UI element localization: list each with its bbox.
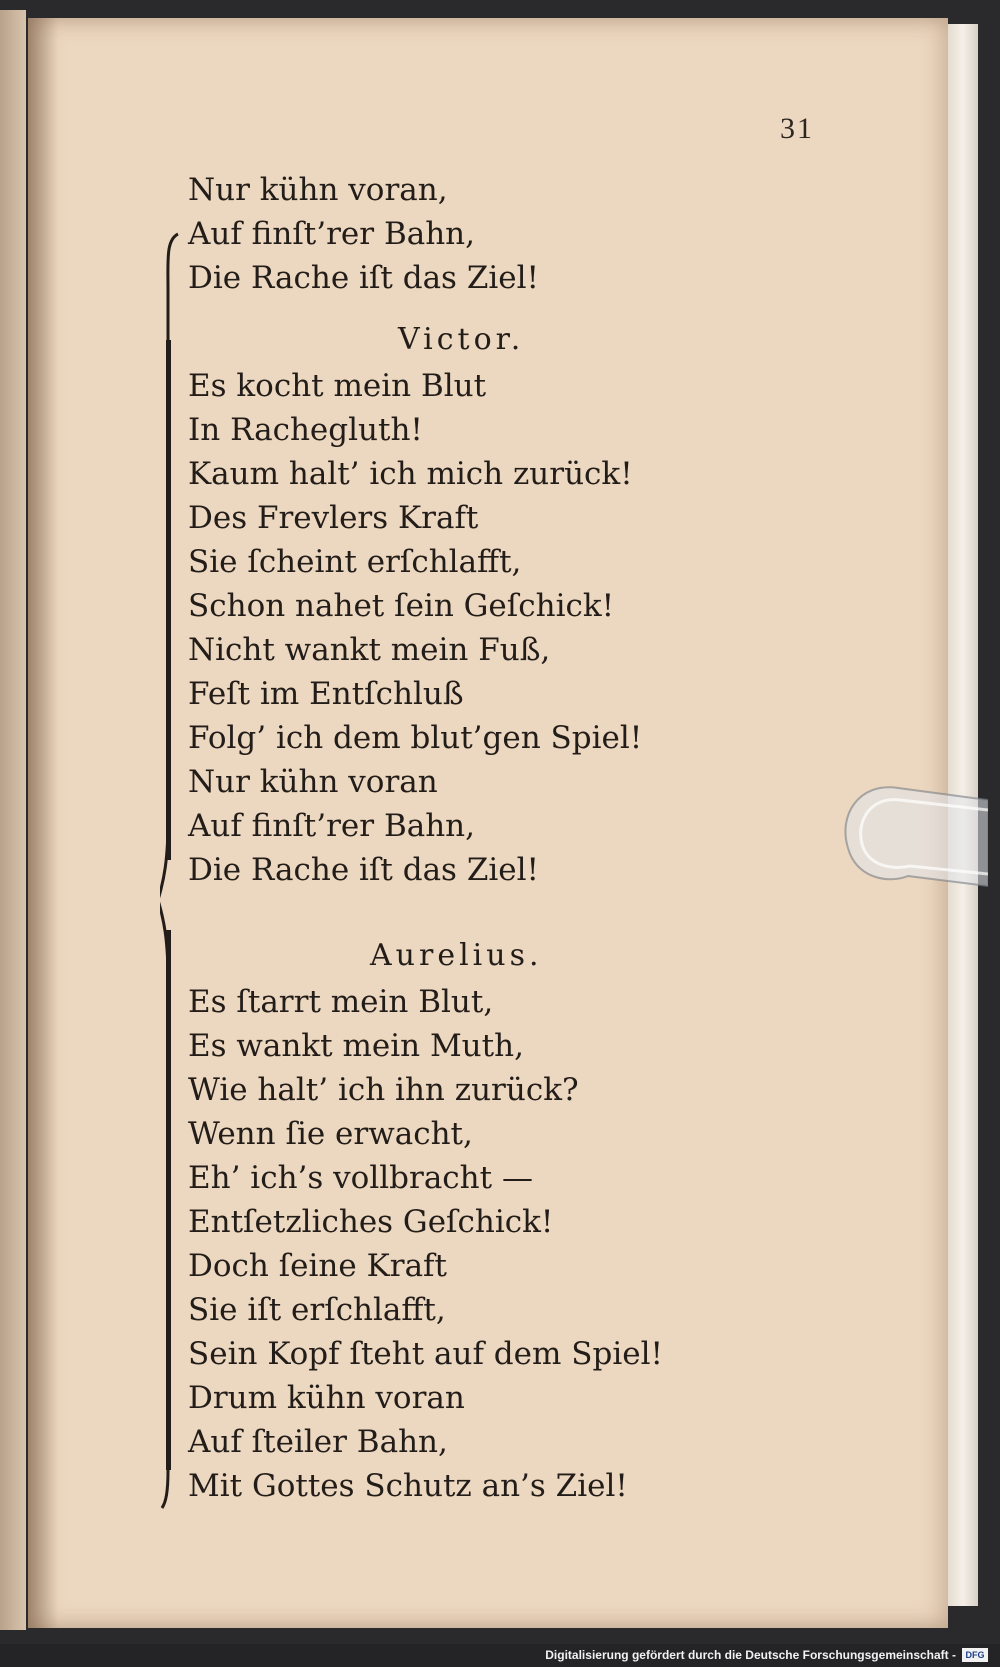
- left-page-edge: [0, 10, 26, 1630]
- page-number: 31: [780, 112, 814, 145]
- verse-line: Des Frevlers Kraft: [188, 500, 479, 536]
- verse-line: Nicht wankt mein Fuß,: [188, 632, 551, 668]
- verse-line: Kaum halt’ ich mich zurück!: [188, 456, 633, 492]
- digitization-credit: Digitalisierung gefördert durch die Deutsche Forschungsgemeinschaft -: [545, 1648, 956, 1662]
- page-clip: [838, 786, 988, 896]
- verse-line: Mit Gottes Schutz an’s Ziel!: [188, 1468, 628, 1504]
- verse-line: Nur kühn voran: [188, 764, 438, 800]
- verse-line: Die Rache iſt das Ziel!: [188, 260, 539, 296]
- spine-shadow: [28, 18, 58, 1628]
- verse-line: Folg’ ich dem blut’gen Spiel!: [188, 720, 643, 756]
- verse-line: Wie halt’ ich ihn zurück?: [188, 1072, 579, 1108]
- verse-line: Sie iſt erſchlafft,: [188, 1292, 446, 1328]
- verse-line: Schon nahet ſein Geſchick!: [188, 588, 615, 624]
- verse-line: Drum kühn voran: [188, 1380, 465, 1416]
- dfg-logo: DFG: [962, 1648, 988, 1662]
- speaker-aurelius: Aurelius.: [370, 938, 543, 973]
- stanza-2: [188, 364, 808, 892]
- verse-line: Sie ſcheint erſchlafft,: [188, 544, 522, 580]
- verse-line: Sein Kopf ſteht auf dem Spiel!: [188, 1336, 663, 1372]
- verse-line: Wenn ſie erwacht,: [188, 1116, 473, 1152]
- verse-line: Auf ſteiler Bahn,: [188, 1424, 448, 1460]
- verse-line: Es kocht mein Blut: [188, 368, 487, 404]
- verse-line: Nur kühn voran,: [188, 172, 448, 208]
- verse-line: Es wankt mein Muth,: [188, 1028, 524, 1064]
- stanza-1: [188, 168, 808, 300]
- verse-line: Auf finſt’rer Bahn,: [188, 808, 475, 844]
- verse-line: Feſt im Entſchluß: [188, 676, 464, 712]
- verse-line: Entſetzliches Geſchick!: [188, 1204, 554, 1240]
- brace-mark: [160, 230, 190, 1510]
- stanza-3: [188, 980, 808, 1508]
- verse-line: Doch ſeine Kraft: [188, 1248, 447, 1284]
- verse-line: Auf finſt’rer Bahn,: [188, 216, 475, 252]
- verse-line: Es ſtarrt mein Blut,: [188, 984, 494, 1020]
- verse-line: In Rachegluth!: [188, 412, 423, 448]
- verse-line: Eh’ ich’s vollbracht —: [188, 1160, 533, 1196]
- verse-line: Die Rache iſt das Ziel!: [188, 852, 539, 888]
- speaker-victor: Victor.: [398, 322, 525, 357]
